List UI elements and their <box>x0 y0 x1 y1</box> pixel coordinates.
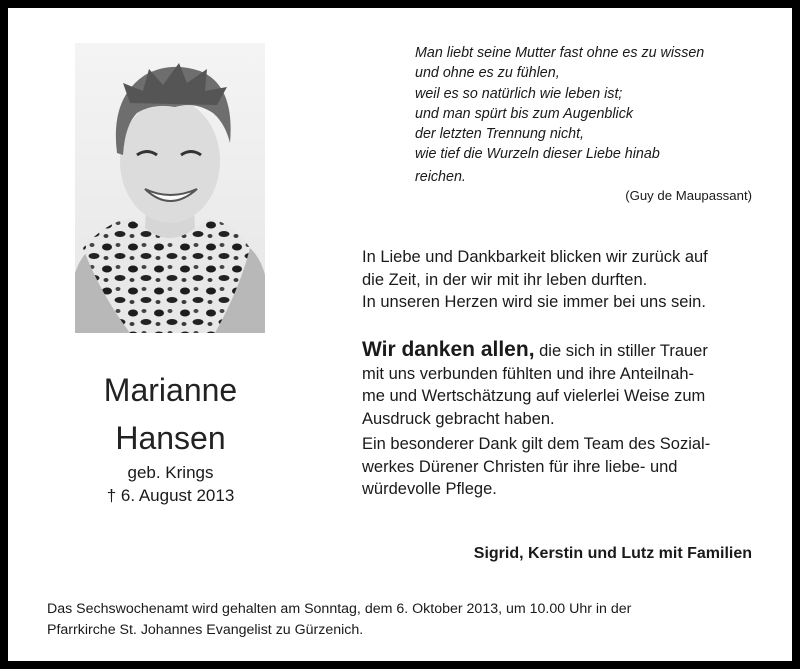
thanks-text <box>362 339 754 430</box>
quote-line: und man spürt bis zum Augenblick <box>415 105 634 122</box>
footer-line: Pfarrkirche St. Johannes Evangelist zu Gürzenich. <box>47 622 364 638</box>
special-thanks-line: Ein besonderer Dank gilt dem Team des Sozial- <box>362 435 711 453</box>
remembrance-line: die Zeit, in der wir mit ihr leben durften. <box>362 270 648 289</box>
special-thanks-line: werkes Dürener Christen für ihre liebe- und <box>362 457 678 476</box>
service-announcement <box>47 599 767 641</box>
quote-line: Man liebt seine Mutter fast ohne es zu wissen <box>415 45 705 61</box>
deceased-name <box>68 370 273 458</box>
thanks-line: die sich in stiller Trauer <box>534 342 708 360</box>
thanks-line: me und Wertschätzung auf vielerlei Weise zum <box>362 387 706 405</box>
quote-line: und ohne es zu fühlen, <box>415 65 560 82</box>
obituary-card <box>8 8 792 661</box>
death-date: † 6. August 2013 <box>106 486 235 505</box>
signers: Sigrid, Kerstin und Lutz mit Familien <box>473 545 752 562</box>
remembrance-text <box>362 246 754 314</box>
remembrance-line: In unseren Herzen wird sie immer bei uns sein. <box>362 293 706 311</box>
quote-line: der letzten Trennung nicht, <box>415 126 585 143</box>
footer-line: Das Sechswochenamt wird gehalten am Sonntag, dem 6. Oktober 2013, um 10.00 Uhr in der <box>47 601 632 617</box>
deceased-first-name: Marianne <box>103 372 238 408</box>
thanks-line: Ausdruck gebracht haben. <box>362 409 555 428</box>
remembrance-line: In Liebe und Dankbarkeit blicken wir zurück auf <box>362 248 708 266</box>
thanks-line: mit uns verbunden fühlten und ihre Anteilnah- <box>362 364 695 383</box>
deceased-last-name: Hansen <box>115 420 226 456</box>
quote-line: weil es so natürlich wie leben ist; <box>415 85 623 102</box>
quote-line: wie tief die Wurzeln dieser Liebe hinab <box>415 146 660 163</box>
portrait-photo <box>75 43 265 333</box>
special-thanks-line: würdevolle Pflege. <box>362 480 497 498</box>
birth-name: geb. Krings <box>127 463 214 482</box>
quote-author: (Guy de Maupassant) <box>625 188 752 203</box>
memorial-quote <box>415 43 755 187</box>
special-thanks-text <box>362 433 754 501</box>
portrait-illustration <box>75 43 265 333</box>
quote-line: reichen. <box>415 168 466 185</box>
thanks-lead: Wir danken allen, <box>362 338 535 361</box>
